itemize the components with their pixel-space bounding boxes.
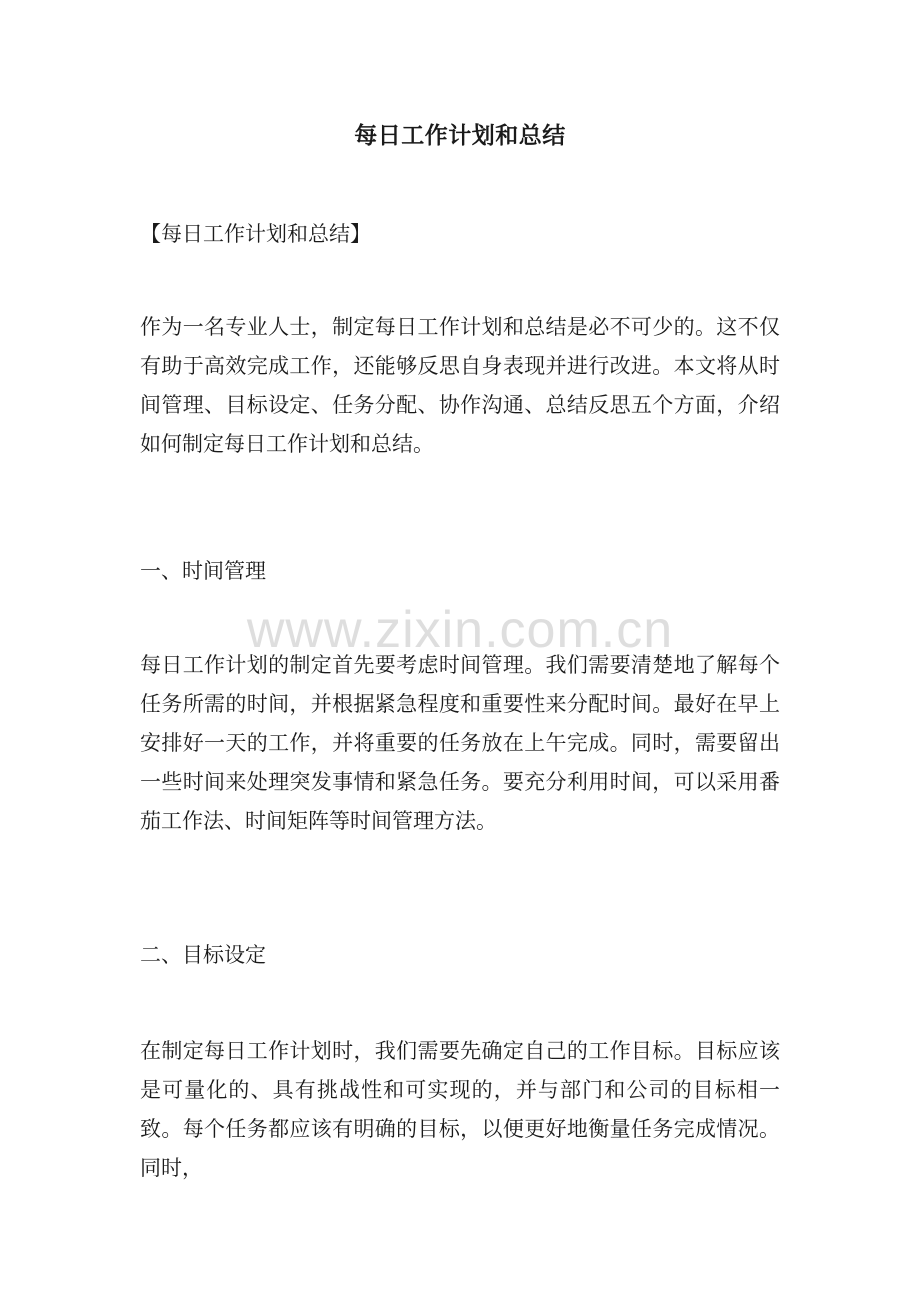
section-heading-time-management: 一、时间管理 <box>140 559 266 583</box>
intro-paragraph: 作为一名专业人士，制定每日工作计划和总结是必不可少的。这不仅有助于高效完成工作，还能够反思自身表现并进行改进。本文将从时间管理、目标设定、任务分配、协作沟通、总结反思五个方面，介绍如何制定每日工作计划和总结。 <box>140 315 780 456</box>
bracket-heading: 【每日工作计划和总结】 <box>140 222 371 246</box>
goal-setting-paragraph: 在制定每日工作计划时，我们需要先确定自己的工作目标。目标应该是可量化的、具有挑战性和可实现的，并与部门和公司的目标相一致。每个任务都应该有明确的目标，以便更好地衡量任务完成情况。同时， <box>140 1039 780 1180</box>
section-heading-goal-setting: 二、目标设定 <box>140 943 266 967</box>
time-management-paragraph: 每日工作计划的制定首先要考虑时间管理。我们需要清楚地了解每个任务所需的时间，并根据紧急程度和重要性来分配时间。最好在早上安排好一天的工作，并将重要的任务放在上午完成。同时，需要留出一些时间来处理突发事情和紧急任务。要充分利用时间，可以采用番茄工作法、时间矩阵等时间管理方法。 <box>140 653 780 833</box>
watermark-text: www.zixin.com.cn <box>246 601 674 659</box>
document-title: 每日工作计划和总结 <box>354 122 566 149</box>
